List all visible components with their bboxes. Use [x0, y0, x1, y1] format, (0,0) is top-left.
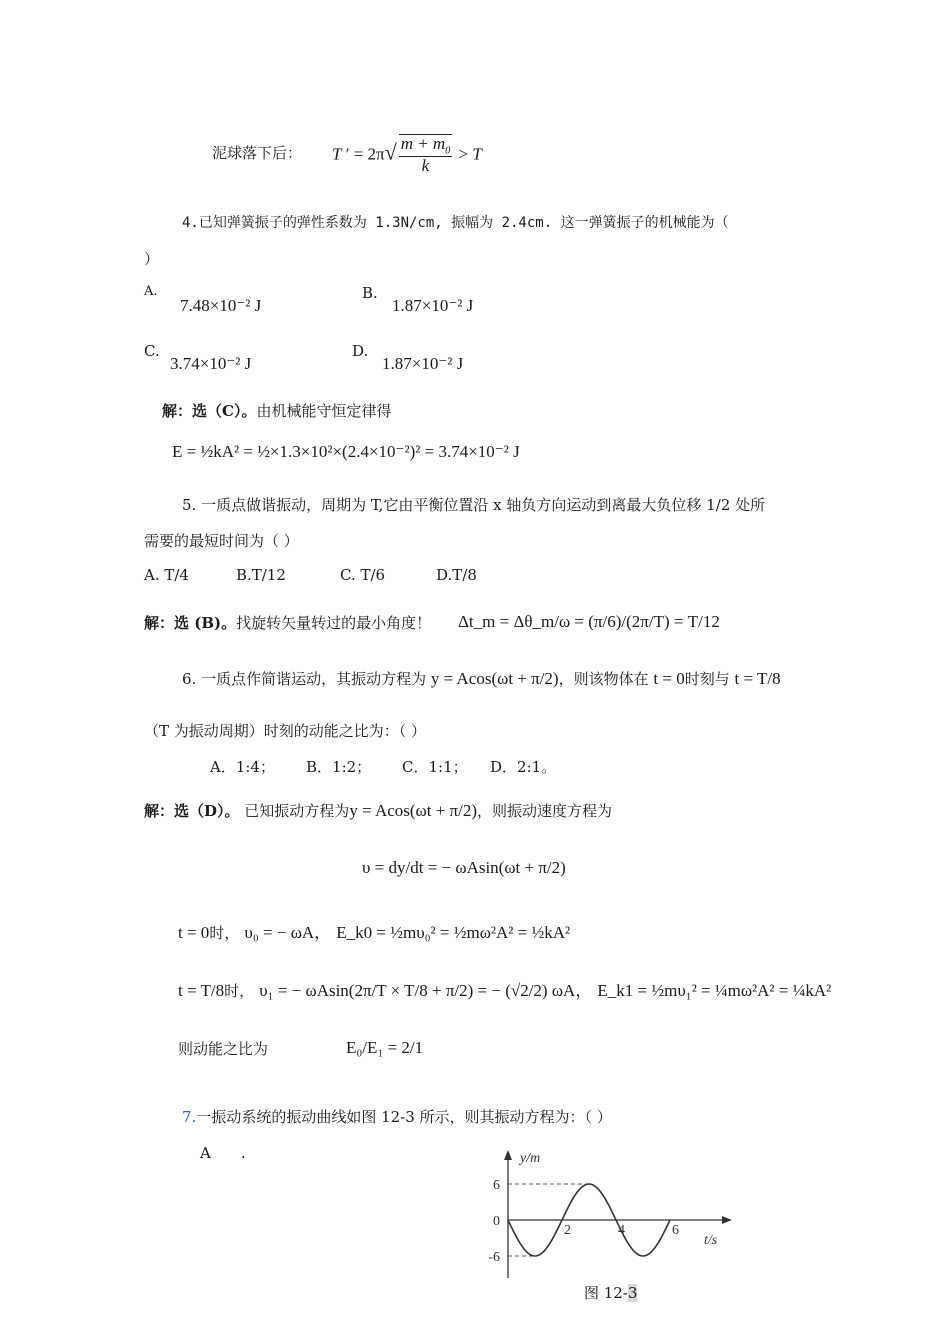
q6-answer-label: 解：选（D）。 — [144, 802, 240, 820]
q5-answer-label: 解：选 (B)。 — [144, 614, 237, 632]
q6-line-t0 — [178, 918, 570, 943]
q6-t8-v: υ₁ = − ωAsin(2π/T × T/8 + π/2) = − (√2/2) ωA， — [259, 981, 593, 1000]
x-axis-label: t/s — [704, 1233, 718, 1248]
q4-answer-formula: E = ½kA² = ½×1.3×10²×(2.4×10⁻²)² = 3.74×10⁻² J — [172, 442, 520, 461]
q6-answer-text-a: 已知振动方程为 — [244, 802, 350, 820]
q6-answer-text-b: ，则振动速度方程为 — [477, 802, 613, 820]
q5-option-b: B.T/12 — [236, 566, 286, 584]
q6-stem-c: 时刻与 — [684, 670, 730, 688]
x-tick-label: 4 — [618, 1223, 625, 1238]
q7-stem-text: 一振动系统的振动曲线如图 12-3 所示，则其振动方程为：（ ） — [196, 1108, 612, 1126]
q5-stem-end: 需要的最短时间为（ ） — [144, 532, 299, 550]
q6-ratio-text: 则动能之比为 — [178, 1040, 269, 1058]
q6-answer-eq: y = Acos(ωt + π/2) — [349, 801, 478, 820]
q4-option-c-value: 3.74×10⁻² J — [170, 354, 252, 373]
q6-stem — [182, 668, 781, 689]
q6-t0-e: E_k0 = ½mυ₀² = ½mω²A² = ½kA² — [336, 923, 571, 942]
q4-answer — [162, 400, 391, 421]
q4-answer-label: 解：选（C）。 — [162, 402, 257, 420]
q6-stem-t0: t = 0 — [653, 669, 685, 688]
q6-t0-when: 时， — [209, 924, 240, 942]
q4-option-d-label: D. — [352, 342, 369, 360]
oscillation-chart — [470, 1146, 740, 1286]
q7-number: 7. — [182, 1108, 197, 1126]
y-tick-label: -6 — [488, 1250, 500, 1265]
figure-caption — [584, 1282, 637, 1303]
q4-option-a-label: A. — [144, 284, 158, 299]
q5-answer-formula: Δt_m = Δθ_m/ω = (π/6)/(2π/T) = T/12 — [458, 612, 720, 631]
q4-stem: 4.已知弹簧振子的弹性系数为 1.3N/cm, 振幅为 2.4cm. 这一弹簧振子的机械能为（ — [182, 215, 729, 231]
q6-option-b: B．1:2； — [306, 758, 372, 776]
q6-option-c: C．1:1； — [402, 758, 468, 776]
q4-stem-end: ） — [144, 250, 160, 268]
q6-stem-b: ，则该物体在 — [558, 670, 649, 688]
q6-line-t8 — [178, 976, 831, 1001]
q5-option-a: A. T/4 — [144, 566, 189, 584]
q4-option-b-label: B. — [362, 284, 378, 302]
q6-stem-t8: t = T/8 — [734, 669, 781, 688]
x-tick-label: 2 — [564, 1223, 571, 1238]
q5-option-c: C. T/6 — [340, 566, 386, 584]
intro-formula: T ′ = 2π√ $\frac{m + m_0}{k}$ > T — [332, 134, 482, 176]
y-tick-label: 0 — [493, 1214, 500, 1229]
q6-stem-eq: y = Acos(ωt + π/2) — [430, 669, 559, 688]
q6-t8-e: E_k1 = ½mυ₁² = ¼mω²A² = ¼kA² — [597, 981, 832, 1000]
q6-option-d: D．2:1。 — [490, 758, 557, 776]
q7-stem — [182, 1106, 612, 1127]
y-tick-label: 6 — [493, 1178, 500, 1193]
y-axis-arrow — [504, 1150, 512, 1160]
q4-option-c-label: C. — [144, 342, 160, 360]
q7-option-a: A . — [200, 1144, 246, 1162]
q5-answer-text: 找旋转矢量转过的最小角度！ — [236, 614, 432, 632]
q4-option-a-value: 7.48×10⁻² J — [180, 296, 262, 315]
q6-t8-pre: t = T/8 — [178, 981, 225, 1000]
q6-answer — [144, 800, 612, 821]
q5-answer — [144, 612, 431, 633]
q6-stem-a: 6. 一质点作简谐运动，其振动方程为 — [182, 670, 427, 688]
q4-answer-text: 由机械能守恒定律得 — [256, 402, 392, 420]
q6-t8-when: 时， — [224, 982, 255, 1000]
q5-option-d: D.T/8 — [436, 566, 477, 584]
figure-caption-prefix: 图 12- — [584, 1284, 628, 1302]
intro-text: 泥球落下后： — [212, 144, 303, 162]
q4-option-b-value: 1.87×10⁻² J — [392, 296, 474, 315]
q6-ratio-eq: E₀/E₁ = 2/1 — [346, 1038, 424, 1057]
x-axis-arrow — [722, 1216, 732, 1224]
q6-option-a: A．1:4； — [210, 758, 275, 776]
q6-t0-pre: t = 0 — [178, 923, 210, 942]
x-tick-label: 6 — [672, 1223, 679, 1238]
q6-stem-end: （T 为振动周期）时刻的动能之比为：（ ） — [144, 722, 427, 740]
q6-velocity-eq: υ = dy/dt = − ωAsin(ωt + π/2) — [362, 858, 566, 877]
q5-stem: 5. 一质点做谐振动，周期为 T,它由平衡位置沿 x 轴负方向运动到离最大负位移 1/2 处所 — [182, 496, 766, 514]
q4-option-d-value: 1.87×10⁻² J — [382, 354, 464, 373]
q6-t0-v: υ₀ = − ωA， — [244, 923, 332, 942]
figure-caption-suffix: 3 — [627, 1284, 638, 1302]
y-axis-label: y/m — [520, 1151, 541, 1166]
